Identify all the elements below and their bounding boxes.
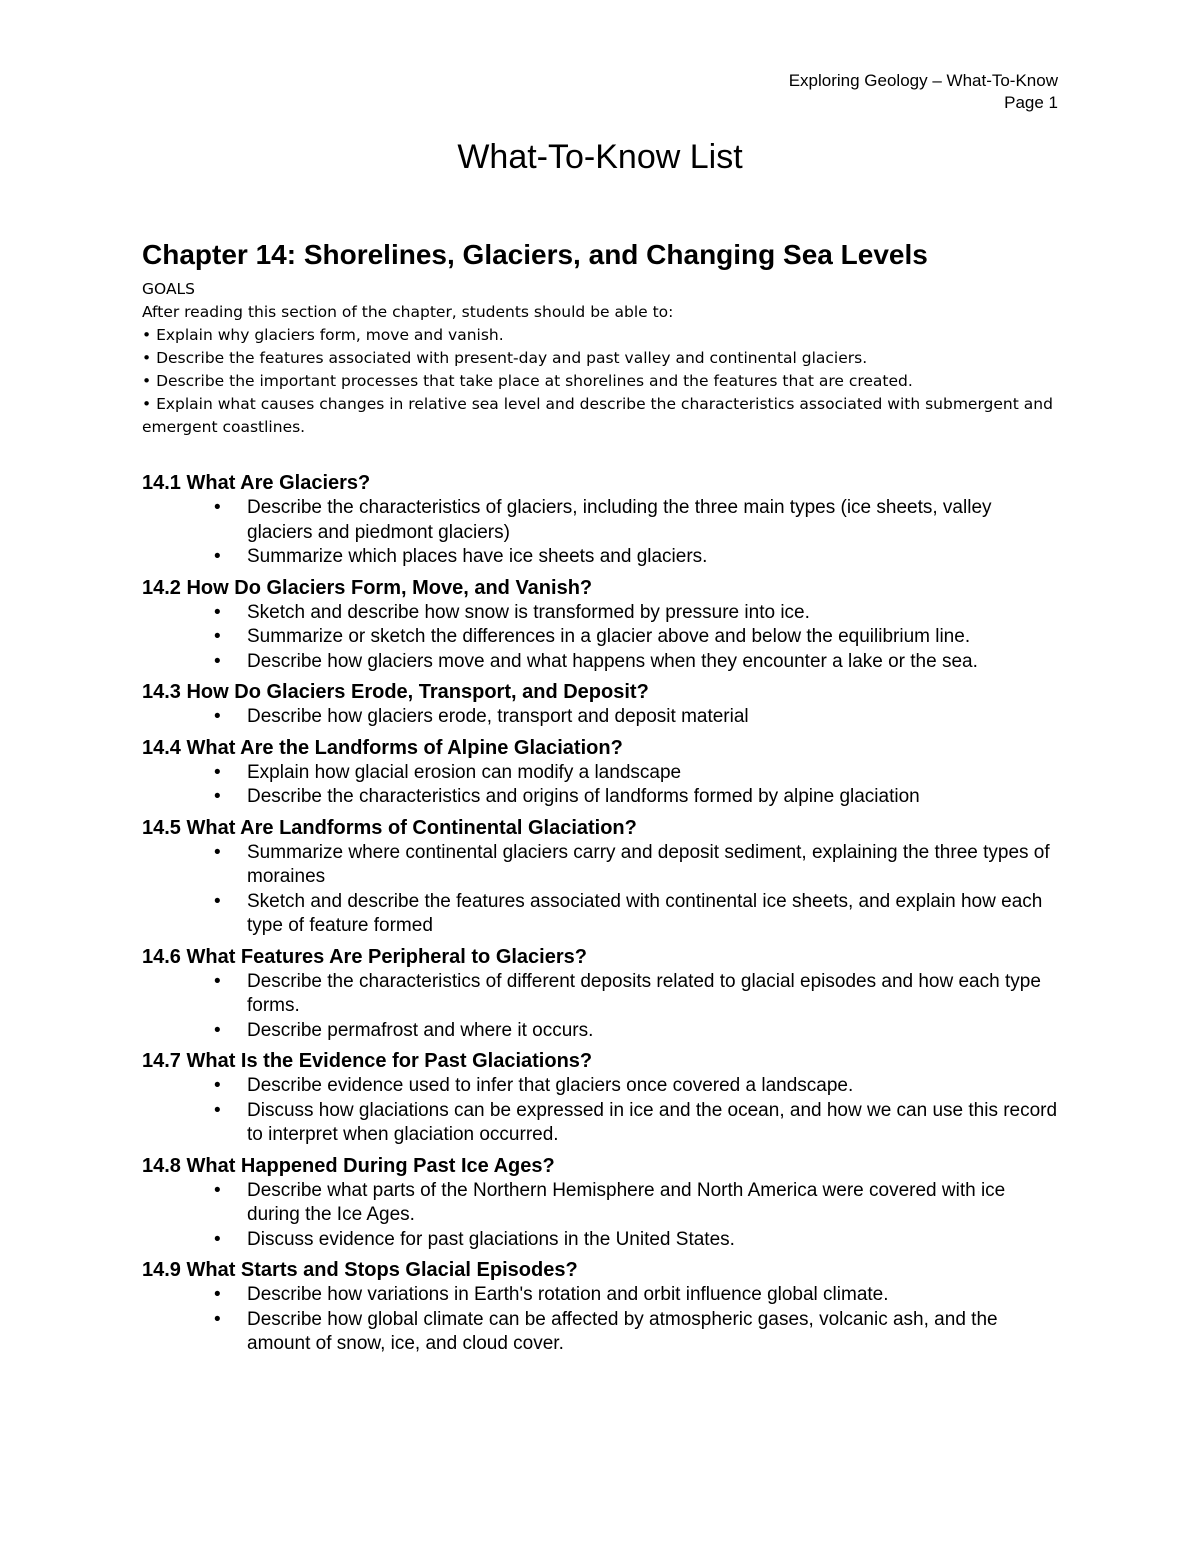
bullet-icon: • xyxy=(214,1075,221,1096)
bullet-icon: • xyxy=(214,497,221,518)
objective-text: Sketch and describe how snow is transformed by pressure into ice. xyxy=(247,601,810,623)
goal-item: • Describe the important processes that take place at shorelines and the features that are created. xyxy=(142,372,913,390)
objective-list xyxy=(142,1179,1062,1253)
objective-text: Summarize where continental glaciers carry and deposit sediment, explaining the three types of moraines xyxy=(247,841,1050,887)
bullet-icon: • xyxy=(214,1019,221,1041)
bullet-icon: • xyxy=(214,601,221,623)
objective-item xyxy=(142,1179,1062,1228)
goals-label: GOALS xyxy=(142,280,196,298)
objective-list xyxy=(142,841,1062,939)
page-number: Page 1 xyxy=(1004,93,1058,112)
objective-text: Describe how variations in Earth's rotation and orbit influence global climate. xyxy=(247,1284,889,1305)
objective-item xyxy=(142,650,1062,675)
objective-list xyxy=(142,496,1062,570)
section-heading: 14.8 What Happened During Past Ice Ages? xyxy=(142,1154,555,1177)
objective-list xyxy=(142,601,1062,675)
goal-item: • Explain why glaciers form, move and vanish. xyxy=(142,326,504,344)
objective-text: Describe what parts of the Northern Hemisphere and North America were covered with ice during the Ice Ages. xyxy=(247,1179,1006,1225)
objective-item xyxy=(142,1228,1062,1253)
objective-item xyxy=(142,1019,1062,1044)
section xyxy=(142,470,1062,570)
section xyxy=(142,815,1062,939)
objective-text: Describe how glaciers erode, transport and deposit material xyxy=(247,706,749,727)
objective-text: Describe the characteristics of glaciers, including the three main types (ice sheets, valley glaciers and piedmont glaciers) xyxy=(247,497,992,543)
section xyxy=(142,1153,1062,1253)
section-heading: 14.9 What Starts and Stops Glacial Episodes? xyxy=(142,1259,578,1281)
objective-item xyxy=(142,761,1062,786)
objective-text: Explain how glacial erosion can modify a landscape xyxy=(247,761,682,783)
goals-block xyxy=(142,278,1062,439)
objective-list xyxy=(142,1074,1062,1148)
bullet-icon: • xyxy=(214,1228,221,1250)
section xyxy=(142,1048,1062,1148)
objective-item xyxy=(142,1074,1062,1099)
bullet-icon: • xyxy=(214,650,221,672)
bullet-icon: • xyxy=(214,786,221,807)
objective-item xyxy=(142,625,1062,650)
section-heading: 14.4 What Are the Landforms of Alpine Glaciation? xyxy=(142,736,623,759)
section xyxy=(142,679,1062,730)
section-heading: 14.1 What Are Glaciers? xyxy=(142,472,371,494)
objective-text: Describe how global climate can be affected by atmospheric gases, volcanic ash, and the amount of snow, ice, and cloud cover. xyxy=(247,1308,998,1354)
goals-intro: After reading this section of the chapter, students should be able to: xyxy=(142,303,674,321)
objective-item xyxy=(142,890,1062,939)
section-heading: 14.6 What Features Are Peripheral to Glaciers? xyxy=(142,945,587,968)
bullet-icon: • xyxy=(214,890,221,912)
objective-text: Describe evidence used to infer that glaciers once covered a landscape. xyxy=(247,1075,854,1096)
objective-text: Discuss how glaciations can be expressed in ice and the ocean, and how we can use this record to interpret when glaciation occurred. xyxy=(247,1099,1058,1145)
section xyxy=(142,1257,1062,1357)
bullet-icon: • xyxy=(214,1308,221,1330)
objective-list xyxy=(142,1283,1062,1357)
objective-item xyxy=(142,545,1062,570)
section-heading: 14.7 What Is the Evidence for Past Glaciations? xyxy=(142,1050,593,1072)
section-list xyxy=(142,470,1062,1357)
running-header-title: Exploring Geology – What-To-Know xyxy=(788,71,1058,90)
objective-item xyxy=(142,601,1062,626)
objective-text: Sketch and describe the features associated with continental ice sheets, and explain how each type of feature formed xyxy=(247,890,1043,936)
document-body xyxy=(142,236,1062,1362)
bullet-icon: • xyxy=(214,1179,221,1201)
goal-item: • Explain what causes changes in relative sea level and describe the characteristics associated with submergent and emergent coastlines. xyxy=(142,395,1053,436)
bullet-icon: • xyxy=(214,761,221,783)
objective-text: Describe how glaciers move and what happens when they encounter a lake or the sea. xyxy=(247,650,978,672)
section-heading: 14.2 How Do Glaciers Form, Move, and Vanish? xyxy=(142,576,593,599)
objective-item xyxy=(142,841,1062,890)
running-header xyxy=(789,70,1058,114)
objective-item xyxy=(142,1283,1062,1308)
objective-list xyxy=(142,970,1062,1044)
objective-text: Summarize or sketch the differences in a glacier above and below the equilibrium line. xyxy=(247,626,971,647)
objective-text: Summarize which places have ice sheets and glaciers. xyxy=(247,546,708,567)
section xyxy=(142,575,1062,675)
objective-item xyxy=(142,705,1062,730)
document-title: What-To-Know List xyxy=(457,138,743,176)
section-heading: 14.5 What Are Landforms of Continental Glaciation? xyxy=(142,816,637,839)
objective-item xyxy=(142,970,1062,1019)
section xyxy=(142,735,1062,810)
bullet-icon: • xyxy=(214,841,221,863)
objective-item xyxy=(142,1099,1062,1148)
bullet-icon: • xyxy=(214,970,221,992)
objective-item xyxy=(142,496,1062,545)
goal-item: • Describe the features associated with present-day and past valley and continental glaciers. xyxy=(142,349,868,367)
bullet-icon: • xyxy=(214,626,221,647)
objective-text: Describe the characteristics and origins of landforms formed by alpine glaciation xyxy=(247,786,920,807)
objective-text: Discuss evidence for past glaciations in the United States. xyxy=(247,1228,735,1250)
chapter-title: Chapter 14: Shorelines, Glaciers, and Changing Sea Levels xyxy=(142,239,928,270)
objective-text: Describe the characteristics of different deposits related to glacial episodes and how each type forms. xyxy=(247,970,1041,1016)
objective-list xyxy=(142,705,1062,730)
objective-text: Describe permafrost and where it occurs. xyxy=(247,1019,594,1041)
objective-item xyxy=(142,1308,1062,1357)
objective-list xyxy=(142,761,1062,810)
bullet-icon: • xyxy=(214,1099,221,1121)
objective-item xyxy=(142,785,1062,810)
bullet-icon: • xyxy=(214,546,221,567)
section xyxy=(142,944,1062,1044)
section-heading: 14.3 How Do Glaciers Erode, Transport, and Deposit? xyxy=(142,681,649,703)
bullet-icon: • xyxy=(214,706,221,727)
bullet-icon: • xyxy=(214,1284,221,1305)
